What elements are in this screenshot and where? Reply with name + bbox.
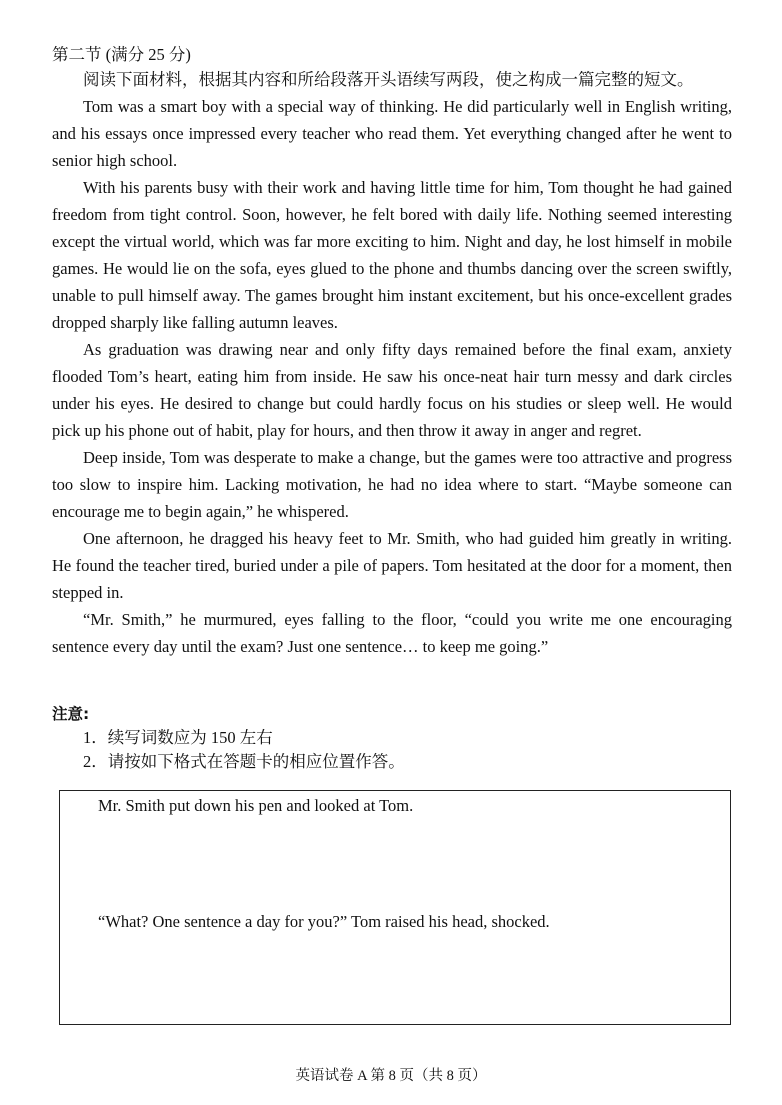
section-title: 第二节 (满分 25 分) xyxy=(52,45,191,64)
first-paragraph-opening: Mr. Smith put down his pen and looked at Tom. xyxy=(98,796,414,815)
passage-paragraph: With his parents busy with their work and having little time for him, Tom thought he had gained freedom from tight control. Soon, however, he felt bored with daily life. Nothing seemed interesting except the virtual world, which was far more exciting to him. Night and day, he lost himself in mobile games. He would lie on the sofa, eyes glued to the phone and thumbs dancing over the screen swiftly, unable to pull himself away. The games brought him instant excitement, but his once-excellent grades dropped sharply like falling autumn leaves. xyxy=(52,178,732,332)
passage-paragraph: “Mr. Smith,” he murmured, eyes falling to the floor, “could you write me one encouraging sentence every day until the exam? Just one sentence… to keep me going.” xyxy=(52,610,732,656)
second-paragraph-opening: “What? One sentence a day for you?” Tom raised his head, shocked. xyxy=(98,912,550,931)
note-item-word-count: 1．续写词数应为 150 左右 xyxy=(83,728,273,747)
passage-paragraph: One afternoon, he dragged his heavy feet to Mr. Smith, who had guided him greatly in writing. He found the teacher tired, buried under a pile of papers. Tom hesitated at the door for a moment, then stepped in. xyxy=(52,529,732,602)
answer-box xyxy=(59,790,731,1025)
notes-heading: 注意: xyxy=(52,705,90,723)
instruction-paragraph: 阅读下面材料，根据其内容和所给段落开头语续写两段，使之构成一篇完整的短文。 xyxy=(83,70,694,89)
passage-paragraph: Deep inside, Tom was desperate to make a change, but the games were too attractive and progress too slow to inspire him. Lacking motivation, he had no idea where to start. “Maybe someone can encourage me to begin again,” he whispered. xyxy=(52,448,732,521)
page-footer: 英语试卷 A 第 8 页（共 8 页） xyxy=(295,1068,487,1084)
note-item-format: 2．请按如下格式在答题卡的相应位置作答。 xyxy=(83,752,405,771)
passage-paragraph: Tom was a smart boy with a special way of thinking. He did particularly well in English writing, and his essays once impressed every teacher who read them. Yet everything changed after he went to senior high school. xyxy=(52,97,732,170)
passage-paragraph: As graduation was drawing near and only fifty days remained before the final exam, anxiety flooded Tom’s heart, eating him from inside. He saw his once-neat hair turn messy and dark circles under his eyes. He desired to change but could hardly focus on his studies or sleep well. He would pick up his phone out of habit, play for hours, and then throw it away in anger and regret. xyxy=(52,340,732,440)
reading-passage xyxy=(52,66,732,660)
notes-section xyxy=(52,702,732,774)
